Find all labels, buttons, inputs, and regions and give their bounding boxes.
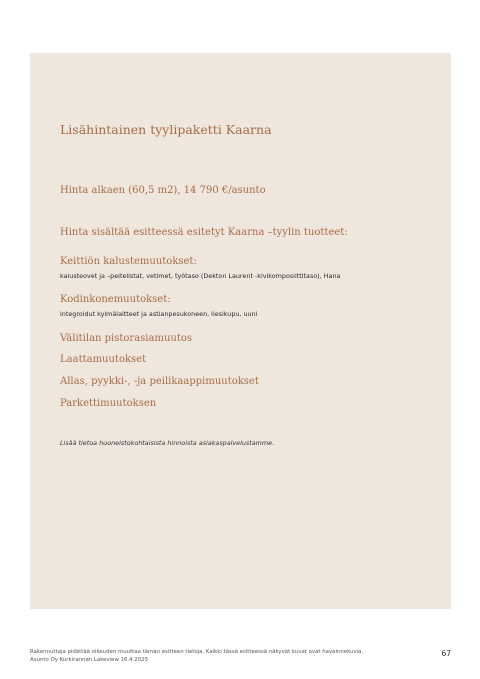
package-intro: Hinta sisältää esitteessä esitetyt Kaarna –tyylin tuotteet: xyxy=(60,227,348,238)
footer-project: Asunto Oy Kurkirannan Lakeview 16.4.2025 xyxy=(30,657,149,663)
price-line: Hinta alkaen (60,5 m2), 14 790 €/asunto xyxy=(60,185,266,196)
section-title: Parkettimuutoksen xyxy=(60,398,157,409)
section-appliances xyxy=(60,294,257,318)
section-title: Välitilan pistorasiamuutos xyxy=(60,333,192,344)
footer xyxy=(30,648,363,664)
section-kitchen-cabinets xyxy=(60,256,340,280)
section-title: Keittiön kalustemuutokset: xyxy=(60,256,197,267)
section-body: integroidut kylmälaitteet ja astianpesukoneen, liesikupu, uuni xyxy=(60,310,258,318)
section-basin xyxy=(60,376,259,387)
section-parquet xyxy=(60,398,156,409)
info-note: Lisää tietoa huoneistokohtaisista hinnoista asiakaspalvelustamme. xyxy=(60,439,275,447)
section-title: Laattamuutokset xyxy=(60,354,147,365)
section-title: Allas, pyykki-, -ja peilikaappimuutokset xyxy=(60,376,259,387)
section-body: kalusteovet ja –peitelistat, vetimet, työtaso (Dekton Laurent -kivikomposiittitaso), Hana xyxy=(60,272,341,280)
page-title: Lisähintainen tyylipaketti Kaarna xyxy=(60,122,272,137)
section-title: Kodinkonemuutokset: xyxy=(60,294,171,305)
footer-disclaimer: Rakennuttaja pidättää oikeuden muuttaa tämän esitteen tietoja. Kaikki tässä esitteessä näkyvät kuvat ovat havainnekuvia. xyxy=(30,649,364,655)
page-number: 67 xyxy=(441,649,451,658)
section-tiles xyxy=(60,354,146,365)
section-outlet xyxy=(60,333,192,344)
